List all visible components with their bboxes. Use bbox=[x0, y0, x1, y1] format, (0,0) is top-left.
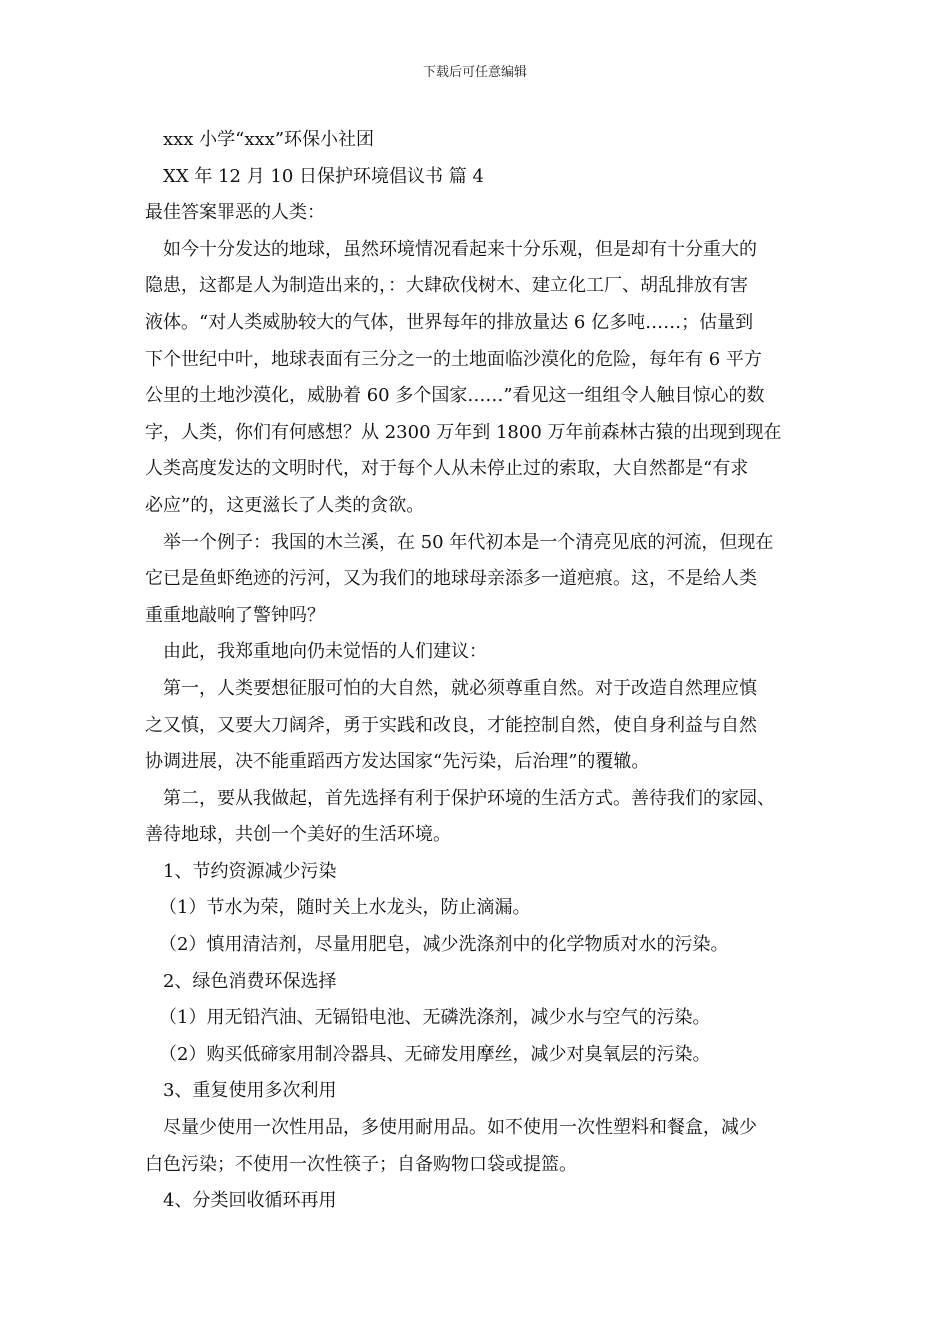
paragraph-line: 必应”的，这更滋长了人类的贪欲。 bbox=[145, 494, 425, 516]
heading-line: 最佳答案罪恶的人类： bbox=[145, 202, 325, 224]
paragraph-line: 善待地球，共创一个美好的生活环境。 bbox=[145, 824, 451, 846]
paragraph-line: 由此，我郑重地向仍未觉悟的人们建议： bbox=[163, 641, 487, 663]
paragraph-line: 白色污染；不使用一次性筷子；自备购物口袋或提篮。 bbox=[145, 1153, 577, 1175]
page-header-note: 下载后可任意编辑 bbox=[422, 65, 527, 80]
list-item: （2）购买低碲家用制冷器具、无碲发用摩丝，减少对臭氧层的污染。 bbox=[159, 1043, 711, 1065]
paragraph-line: 隐患，这都是人为制造出来的，：大肆砍伐树木、建立化工厂、胡乱排放有害 bbox=[145, 275, 748, 297]
paragraph-line: 字，人类，你们有何感想？从 2300 万年到 1800 万年前森林古猿的出现到现在 bbox=[145, 421, 782, 443]
document-body bbox=[145, 122, 817, 1220]
section-heading: 1、节约资源减少污染 bbox=[163, 860, 337, 882]
paragraph-line: 如今十分发达的地球，虽然环境情况看起来十分乐观，但是却有十分重大的 bbox=[163, 238, 757, 260]
paragraph-line: 它已是鱼虾绝迹的污河，又为我们的地球母亲添多一道疤痕。这，不是给人类 bbox=[145, 568, 757, 590]
list-item: （2）慎用清洁剂，尽量用肥皂，减少洗涤剂中的化学物质对水的污染。 bbox=[159, 934, 729, 956]
paragraph-line: 重重地敲响了警钟吗？ bbox=[145, 604, 325, 626]
section-heading: 3、重复使用多次利用 bbox=[163, 1080, 337, 1102]
paragraph-line: 尽量少使用一次性用品，多使用耐用品。如不使用一次性塑料和餐盒，减少 bbox=[163, 1117, 757, 1139]
section-heading: 2、绿色消费环保选择 bbox=[163, 970, 337, 992]
org-name-line: xxx 小学“xxx”环保小社团 bbox=[163, 129, 375, 150]
section-heading: 4、分类回收循环再用 bbox=[163, 1190, 337, 1212]
paragraph-line: 举一个例子：我国的木兰溪，在 50 年代初本是一个清亮见底的河流，但现在 bbox=[163, 531, 774, 553]
paragraph-line: 第一，人类要想征服可怕的大自然，就必须尊重自然。对于改造自然理应慎 bbox=[163, 677, 757, 699]
paragraph-line: 下个世纪中叶，地球表面有三分之一的土地面临沙漠化的危险，每年有 6 平方 bbox=[145, 348, 762, 370]
date-title-line: XX 年 12 月 10 日保护环境倡议书 篇 4 bbox=[163, 165, 484, 187]
list-item: （1）节水为荣，随时关上水龙头，防止滴漏。 bbox=[159, 897, 531, 919]
list-item: （1）用无铅汽油、无镉铅电池、无磷洗涤剂，减少水与空气的污染。 bbox=[159, 1007, 711, 1029]
paragraph-line: 第二，要从我做起，首先选择有利于保护环境的生活方式。善待我们的家园、 bbox=[163, 787, 775, 809]
paragraph-line: 之又慎，又要大刀阔斧，勇于实践和改良，才能控制自然，使自身利益与自然 bbox=[145, 714, 757, 736]
paragraph-line: 公里的土地沙漠化，威胁着 60 多个国家……”看见这一组组令人触目惊心的数 bbox=[145, 385, 765, 407]
paragraph-line: 人类高度发达的文明时代，对于每个人从未停止过的索取，大自然都是“有求 bbox=[145, 458, 749, 480]
paragraph-line: 液体。“对人类威胁较大的气体，世界每年的排放量达 6 亿多吨……；估量到 bbox=[145, 311, 754, 333]
paragraph-line: 协调进展，决不能重蹈西方发达国家“先污染，后治理”的覆辙。 bbox=[145, 751, 650, 773]
